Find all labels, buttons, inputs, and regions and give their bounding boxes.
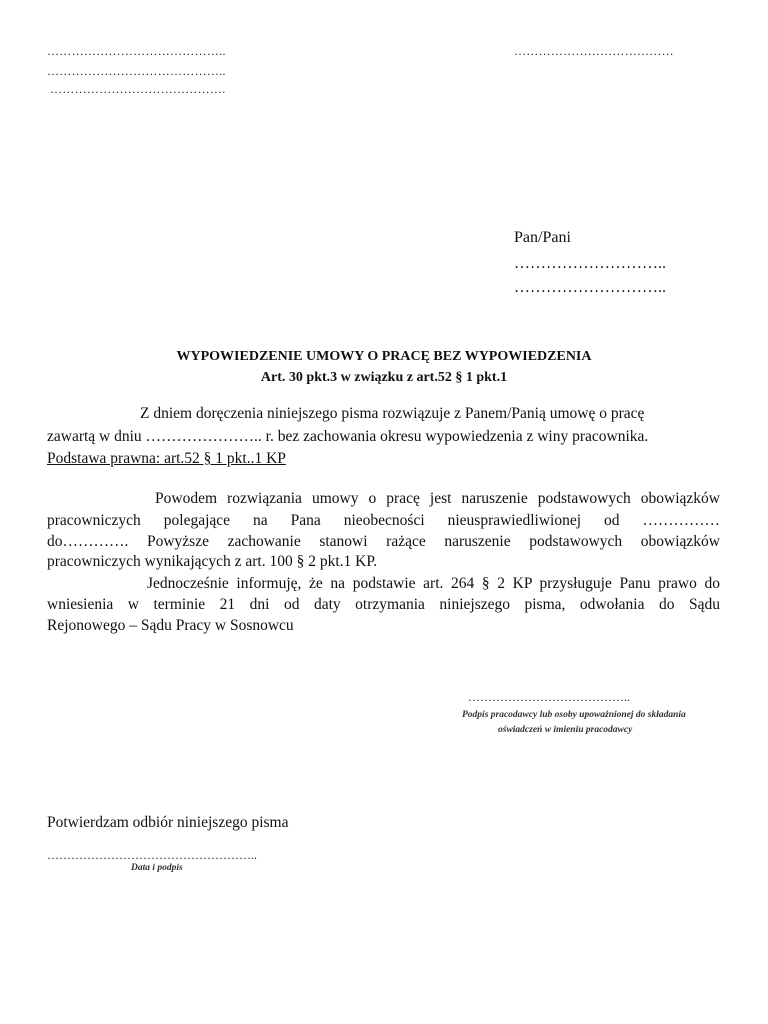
paragraph-3-line-1: Jednocześnie informuję, że na podstawie art. 264 § 2 KP przysługuje Panu prawo do: [147, 575, 720, 592]
employer-signature-line: …………………………………..: [468, 690, 630, 704]
paragraph-3-line-3: Rejonowego – Sądu Pracy w Sosnowcu: [47, 617, 294, 634]
sender-line-3: …………………………………….: [50, 82, 226, 96]
paragraph-2-line-2: pracowniczych polegające na Pana nieobecności nieusprawiedliwionej od ……………: [47, 512, 720, 529]
paragraph-2-line-3: do…………. Powyższe zachowanie stanowi rażące naruszenie podstawowych obowiązków: [47, 533, 720, 550]
sender-line-1: ……………………………………..: [47, 44, 226, 58]
addressee-title: Pan/Pani: [514, 229, 571, 246]
place-date-line: …………………………………: [514, 44, 674, 58]
paragraph-2-line-1: Powodem rozwiązania umowy o pracę jest naruszenie podstawowych obowiązków: [155, 490, 720, 507]
addressee-line-1: ………………………..: [514, 255, 666, 272]
paragraph-3-line-2: wniesienia w terminie 21 dni od daty otrzymania niniejszego pisma, odwołania do Sądu: [47, 596, 720, 613]
receipt-signature-line: ……………………………………………..: [47, 848, 257, 862]
document-title: WYPOWIEDZENIE UMOWY O PRACĘ BEZ WYPOWIEDZENIA: [176, 349, 592, 364]
sender-line-2: ……………………………………..: [47, 64, 226, 78]
receipt-confirmation-text: Potwierdzam odbiór niniejszego pisma: [47, 814, 289, 831]
addressee-line-2: ………………………..: [514, 279, 666, 296]
legal-basis: Podstawa prawna: art.52 § 1 pkt..1 KP: [47, 450, 286, 467]
paragraph-2-line-4: pracowniczych wynikających z art. 100 § 2 pkt.1 KP.: [47, 553, 378, 570]
employer-signature-caption-1: Podpis pracodawcy lub osoby upoważnionej do składania: [462, 710, 686, 720]
paragraph-1-line-1: Z dniem doręczenia niniejszego pisma rozwiązuje z Panem/Panią umowę o pracę: [140, 405, 645, 422]
document-subtitle: Art. 30 pkt.3 w związku z art.52 § 1 pkt.1: [260, 370, 508, 385]
paragraph-1-line-2: zawartą w dniu ………………….. r. bez zachowania okresu wypowiedzenia z winy pracownika.: [47, 428, 649, 445]
receipt-signature-caption: Data i podpis: [131, 863, 183, 873]
employer-signature-caption-2: oświadczeń w imieniu pracodawcy: [498, 725, 633, 735]
